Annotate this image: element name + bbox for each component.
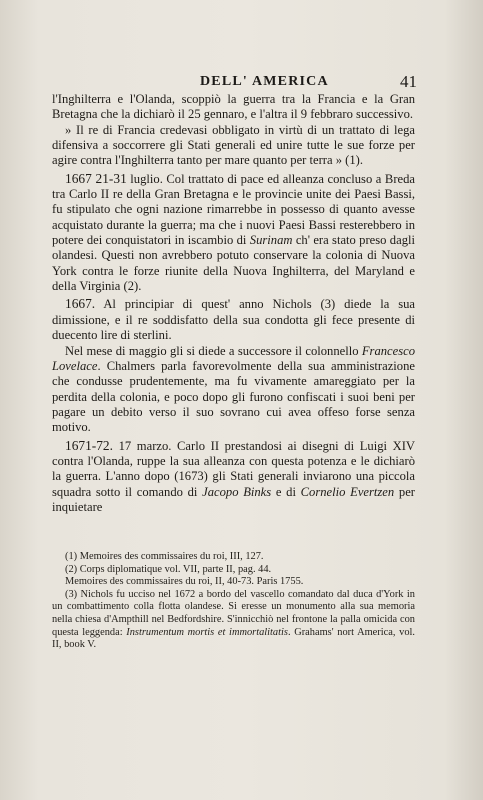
date-heading: 1667 21-31: [65, 170, 127, 186]
paragraph-text: per inquietare: [52, 484, 415, 514]
page-number: 41: [400, 72, 417, 91]
person-name: Jacopo Binks: [202, 484, 272, 499]
paragraph-text: Al principiar di quest' anno Nichols (3) diede la sua dimissione, e il re soddisfatto della sua condotta gli fece presente di duecento lire di sterlini.: [52, 297, 415, 343]
date-heading: 1667.: [65, 296, 96, 312]
paragraph: [52, 123, 415, 169]
footnotes: [52, 551, 415, 652]
footnote-text: . Grahams' nort America, vol. II, book V.: [52, 626, 415, 651]
footnote: (2) Corps diplomatique vol. VII, parte II, pag. 44.: [65, 563, 272, 575]
paragraph-text: ch' era stato preso dagli olandesi. Questi non avrebbero potuto conservare la colonia di Nuova York contra le forze riunite della Nuova Inghilterra, del Maryland e della Virginia (2).: [52, 233, 415, 294]
page-header: [52, 72, 417, 94]
main-text: [52, 92, 415, 515]
paragraph: [52, 344, 415, 436]
paragraph-text: Nel mese di maggio gli si diede a successore il colonnello: [65, 343, 362, 358]
person-name: Francesco Lovelace: [52, 343, 415, 373]
paragraph-text: luglio. Col trattato di pace ed alleanza concluso a Breda tra Carlo II re della Gran Bretagna e le provincie unite dei Paesi Bassi, fu stipulato che ogni nazione rimarrebbe in possesso di quanto avesse acquistato durante la guerra; ma che i nuovi Paesi Bassi resterebbero in potere dei conquistatori in iscambio di: [52, 171, 415, 248]
place-name: Surinam: [249, 233, 293, 248]
person-name: Cornelio Evertzen: [300, 484, 395, 499]
footnote-text: (3) Nichols fu ucciso nel 1672 a bordo del vascello comandato dal duca d'York in un combattimento colla flotta olandese. Si eresse un monumento alla sua memoria nella chiesa d'Ampthill nel Bedfordshire. S'innicchiò nel frontone la palla omicida con questa leggenda:: [52, 588, 415, 638]
footnote: Memoires des commissaires du roi, II, 40-73. Paris 1755.: [65, 576, 304, 588]
paragraph-text: 17 marzo. Carlo II prestandosi ai disegni di Luigi XIV contra l'Olanda, ruppe la sua alleanza con questa potenza e le dichiarò la guerra. L'anno dopo (1673) gli Stati generali inviarono una piccola squadra sotto il comando di: [52, 438, 415, 499]
paragraph: [52, 171, 415, 295]
latin-motto: Instrumentum mortis et immortalitatis: [126, 626, 288, 638]
paragraph: [52, 438, 415, 516]
paragraph: [52, 296, 415, 343]
paragraph-text: . Chalmers parla favorevolmente della sua amministrazione che condusse prudentemente, ma fu vivamente amareggiato per la perdita della colonia, e poco dopo gli furono confiscati i suoi beni per pagare un debito verso il suo sovrano cui avea offeso forse senza motivo.: [52, 358, 415, 435]
paragraph: [52, 92, 415, 123]
paragraph-text: » Il re di Francia credevasi obbligato in virtù di un trattato di lega difensiva a soccorrere gli Stati generali ed unire tutte le sue forze per agire contra l'Inghilterra tanto per mare quanto per terra » (1).: [52, 122, 415, 168]
date-heading: 1671-72.: [65, 437, 113, 453]
footnote: (1) Memoires des commissaires du roi, III, 127.: [65, 551, 264, 562]
running-head: DELL' AMERICA: [200, 74, 329, 89]
paragraph-text: e di: [271, 484, 301, 499]
paragraph-text: l'Inghilterra e l'Olanda, scoppiò la guerra tra la Francia e la Gran Bretagna che la dichiarò il 25 gennaro, e l'altra il 9 febbraro successivo.: [52, 92, 415, 122]
footnote: [52, 589, 415, 652]
